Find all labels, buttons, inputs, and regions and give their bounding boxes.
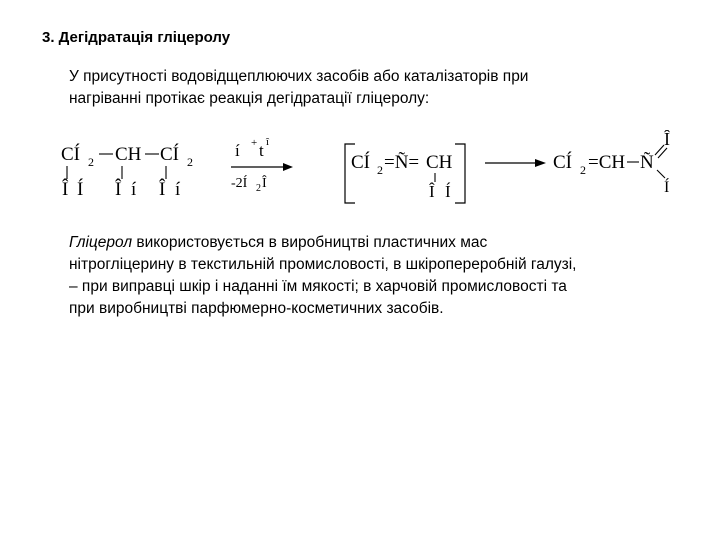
intermediate-structure: [345, 144, 465, 203]
glycerol-oh-1-h: Í: [77, 179, 84, 200]
conditions-water-lost-subscript: 2: [256, 183, 261, 194]
intermediate-c1: CÍ: [351, 152, 370, 173]
intro-line-2: нагріванні протікає реакція дегідратації гліцеролу:: [69, 90, 430, 107]
conditions-catalyst: í: [235, 141, 240, 160]
product-bond-h: [657, 170, 665, 178]
product-c1-subscript: 2: [580, 163, 586, 177]
conditions-water-lost: -2Í: [231, 176, 248, 191]
glycerol-c1: CÍ: [61, 144, 80, 165]
product-link: =CH: [588, 152, 626, 173]
product-n: Ñ: [640, 152, 654, 173]
product-structure: [553, 130, 670, 196]
glycerol-c2: CH: [115, 144, 142, 165]
reaction-conditions: [231, 136, 293, 194]
glycerol-c1-subscript: 2: [88, 155, 94, 169]
reaction-arrow-1-head: [283, 163, 293, 171]
usage-line-4: при виробництві парфюмерно-косметичних засобів.: [69, 300, 444, 317]
product-c1: CÍ: [553, 152, 572, 173]
glycerol-structure: [61, 143, 193, 200]
glycerol-oh-3-h: í: [175, 179, 181, 200]
intermediate-link: =Ñ=: [384, 152, 420, 173]
section-heading: 3. Дегідратація гліцеролу: [42, 29, 231, 46]
product-o: Î: [664, 130, 670, 149]
intro-line-1: У присутності водовідщеплюючих засобів або каталізаторів при: [69, 68, 529, 85]
intermediate-oh-o: Î: [429, 182, 435, 201]
intermediate-oh-h: Í: [445, 182, 451, 201]
usage-line-2: нітрогліцерину в текстильній промисловості, в шкіропереробній галузі,: [69, 256, 577, 273]
conditions-temperature: t: [259, 141, 264, 160]
intermediate-c3: CH: [426, 152, 453, 173]
product-h: Í: [664, 179, 670, 196]
dehydration-reaction-scheme: [55, 130, 705, 210]
glycerol-oh-2-o: Î: [115, 179, 122, 200]
usage-line-1-rest: використовується в виробництві пластичних мас: [132, 234, 488, 251]
conditions-water-lost-o: Î: [262, 176, 267, 191]
reaction-arrow-2-head: [535, 159, 546, 167]
usage-paragraph: [69, 232, 577, 320]
usage-line-1: [69, 232, 577, 254]
glycerol-oh-1-o: Î: [62, 179, 69, 200]
usage-lead-term: Гліцерол: [69, 234, 133, 251]
intermediate-bracket-right: [455, 144, 465, 203]
intermediate-c1-subscript: 2: [377, 163, 383, 177]
conditions-plus: +: [251, 137, 258, 149]
intro-paragraph: [69, 66, 528, 110]
glycerol-c3: CÍ: [160, 144, 179, 165]
glycerol-oh-2-h: í: [131, 179, 137, 200]
conditions-temperature-superscript: î: [266, 136, 270, 148]
usage-line-3: – при виправці шкір і наданні їм мякості; в харчовій промисловості та: [69, 278, 567, 295]
glycerol-oh-3-o: Î: [159, 179, 166, 200]
glycerol-c3-subscript: 2: [187, 155, 193, 169]
